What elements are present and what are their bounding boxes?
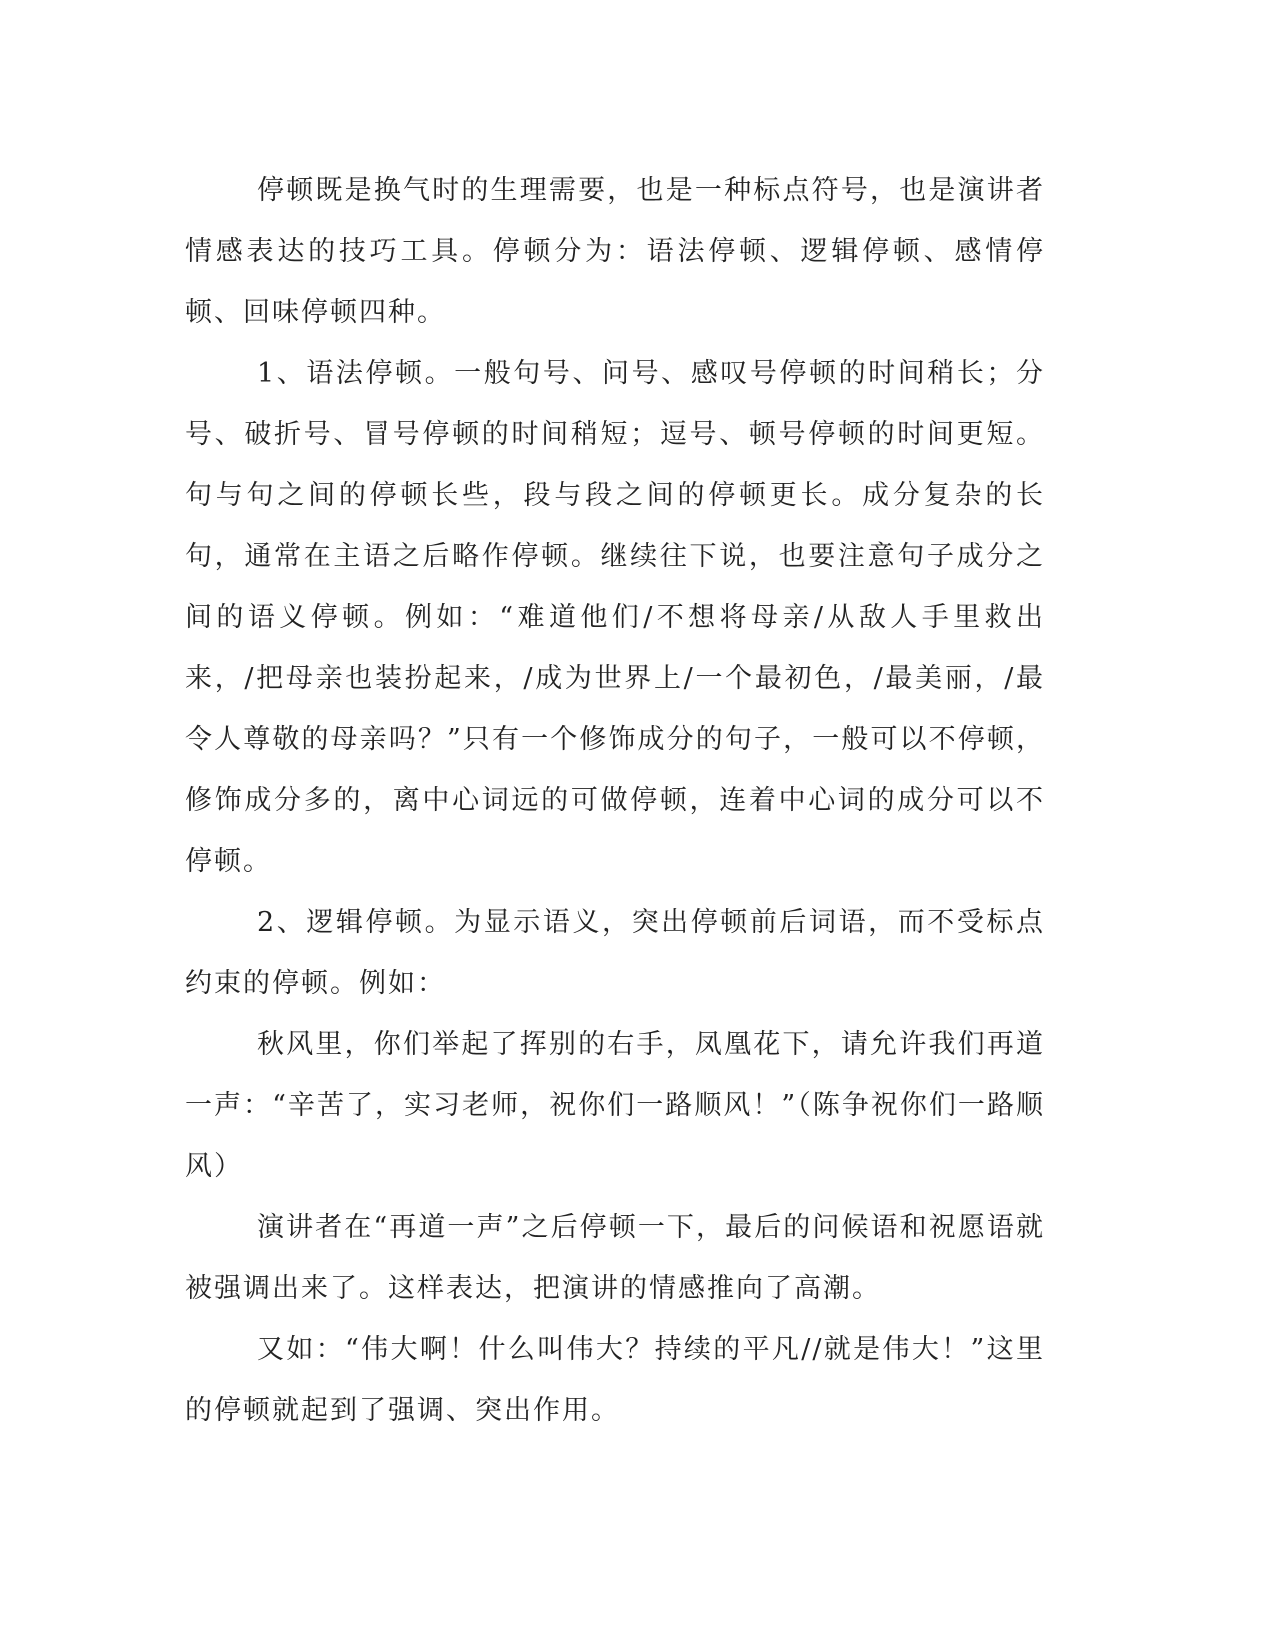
document-body (185, 160, 1045, 1441)
paragraph-intro: 停顿既是换气时的生理需要，也是一种标点符号，也是演讲者情感表达的技巧工具。停顿分为：语法停顿、逻辑停顿、感情停顿、回味停顿四种。 (185, 175, 1045, 328)
paragraph-logic-pause: 2、逻辑停顿。为显示语义，突出停顿前后词语，而不受标点约束的停顿。例如： (185, 907, 1045, 999)
paragraph-example-quote: 秋风里，你们举起了挥别的右手，凤凰花下，请允许我们再道一声：“辛苦了，实习老师，祝你们一路顺风！”（陈争祝你们一路顺风） (185, 1029, 1045, 1182)
paragraph-second-example: 又如：“伟大啊！什么叫伟大？持续的平凡//就是伟大！”这里的停顿就起到了强调、突出作用。 (185, 1334, 1045, 1426)
paragraph-explanation: 演讲者在“再道一声”之后停顿一下，最后的问候语和祝愿语就被强调出来了。这样表达，把演讲的情感推向了高潮。 (185, 1212, 1045, 1304)
paragraph-grammar-pause: 1、语法停顿。一般句号、问号、感叹号停顿的时间稍长；分号、破折号、冒号停顿的时间稍短；逗号、顿号停顿的时间更短。句与句之间的停顿长些，段与段之间的停顿更长。成分复杂的长句，通常在主语之后略作停顿。继续往下说，也要注意句子成分之间的语义停顿。例如：“难道他们/不想将母亲/从敌人手里救出来，/把母亲也装扮起来，/成为世界上/一个最初色，/最美丽，/最令人尊敬的母亲吗？”只有一个修饰成分的句子，一般可以不停顿，修饰成分多的，离中心词远的可做停顿，连着中心词的成分可以不停顿。 (185, 358, 1045, 877)
